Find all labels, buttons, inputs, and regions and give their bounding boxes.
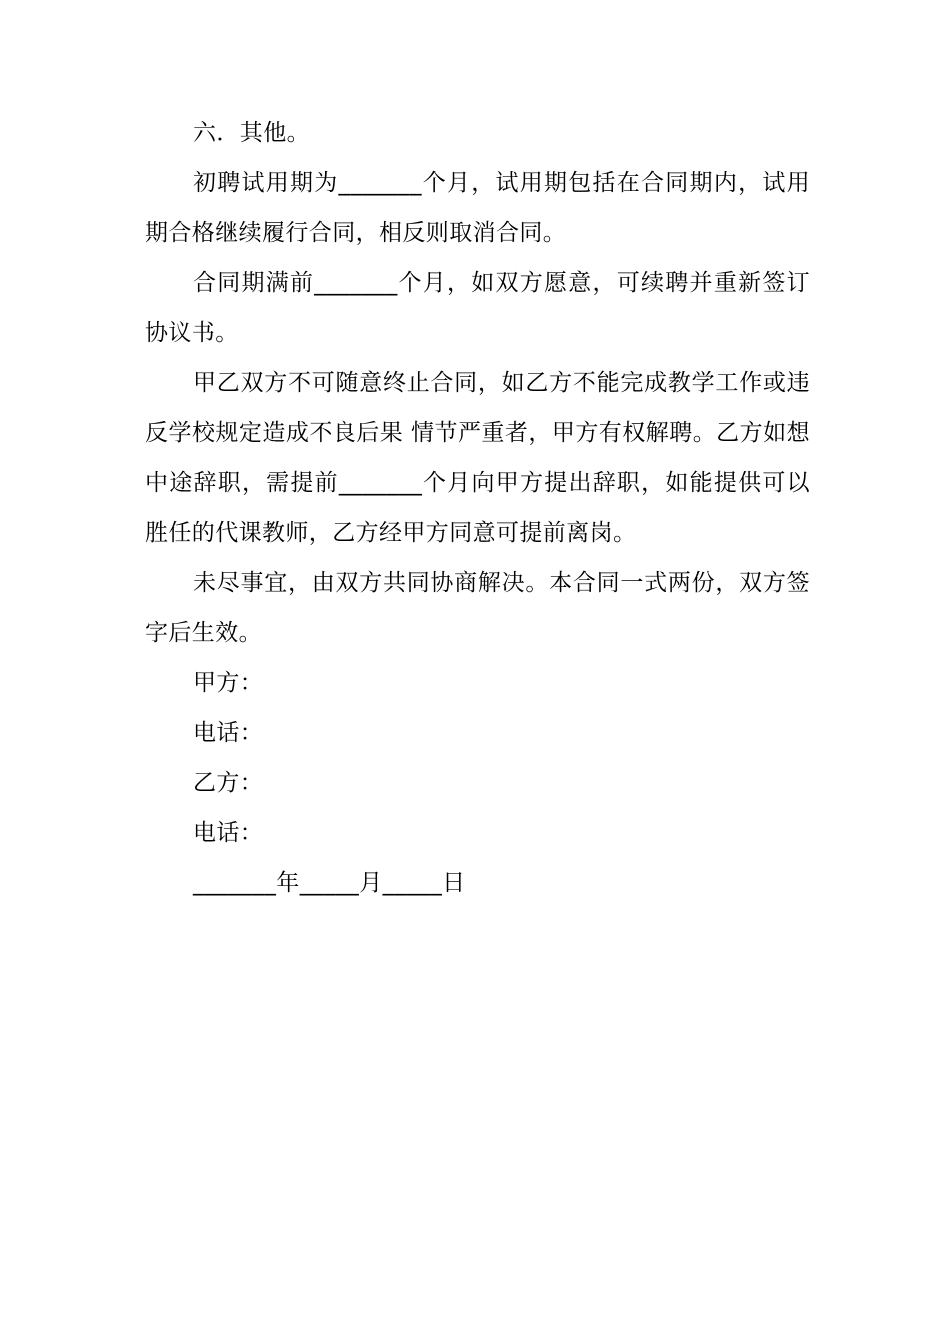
party-a-phone-label: 电话： bbox=[193, 720, 264, 746]
section-heading: 六．其他。 bbox=[193, 120, 310, 146]
paragraph-termination: 甲乙双方不可随意终止合同，如乙方不能完成教学工作或违反学校规定造成不良后果 情节严重者，甲方有权解聘。乙方如想中途辞职，需提前_______个月向甲方提出辞职，如能提供可以胜任的代课教师，乙方经甲方同意可提前离岗。 bbox=[145, 370, 810, 546]
paragraph-effectiveness: 未尽事宜，由双方共同协商解决。本合同一式两份，双方签字后生效。 bbox=[145, 570, 810, 646]
date-line: _______年_____月_____日 bbox=[193, 870, 466, 896]
paragraph-renewal: 合同期满前_______个月，如双方愿意，可续聘并重新签订协议书。 bbox=[145, 270, 810, 346]
party-a-label: 甲方： bbox=[193, 670, 264, 696]
party-b-phone-label: 电话： bbox=[193, 820, 264, 846]
document-body bbox=[145, 108, 810, 908]
paragraph-probation: 初聘试用期为_______个月，试用期包括在合同期内，试用期合格继续履行合同，相反则取消合同。 bbox=[145, 170, 810, 246]
party-b-label: 乙方： bbox=[193, 770, 264, 796]
